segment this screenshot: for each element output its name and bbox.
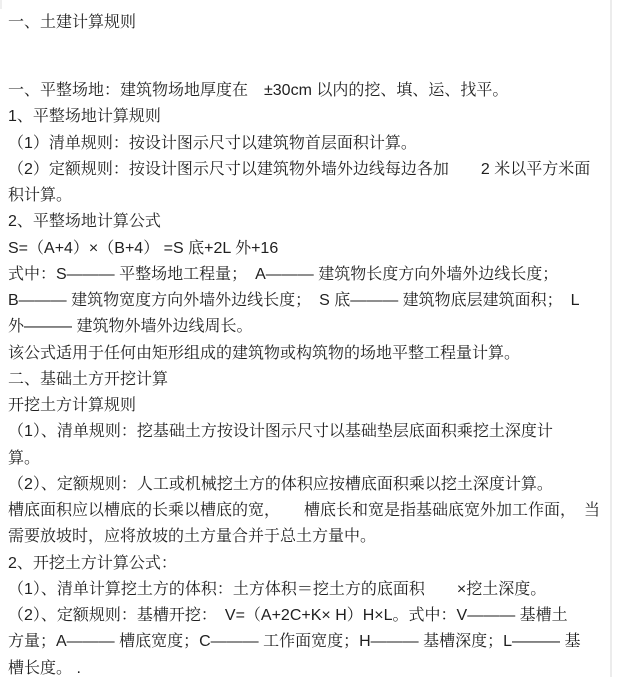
- text-line: （1）、清单计算挖土方的体积：土方体积＝挖土方的底面积 ×挖土深度。: [8, 580, 547, 598]
- text-line: 1、平整场地计算规则: [8, 108, 161, 126]
- text-line: （1）清单规则：按设计图示尺寸以建筑物首层面积计算。: [8, 134, 417, 152]
- text-line: 槽底面积应以槽底的长乘以槽底的宽， 槽底长和宽是指基础底宽外加工作面， 当: [8, 502, 601, 519]
- text-line: 式中：S——— 平整场地工程量； A——— 建筑物长度方向外墙外边线长度；: [8, 265, 559, 283]
- formula-line: （2）、定额规则：基槽开挖： V=（A+2C+K× H）H×L。式中：V——— 基槽土: [8, 607, 568, 624]
- text-line: 外——— 建筑物外墙外边线周长。: [8, 318, 253, 336]
- document-title: 一、土建计算规则: [8, 14, 137, 31]
- text-line: （2）定额规则：按设计图示尺寸以建筑物外墙外边线每边各加 2 米以平方米面: [8, 160, 591, 178]
- text-line: 该公式适用于任何由矩形组成的建筑物或构筑物的场地平整工程量计算。: [8, 344, 521, 362]
- blank-gap: [8, 36, 603, 78]
- text-line: 需要放坡时，应将放坡的土方量合并于总土方量中。: [8, 528, 377, 546]
- text-line: 算。: [8, 449, 41, 467]
- text-line: B——— 建筑物宽度方向外墙外边线长度； S 底——— 建筑物底层建筑面积； L: [8, 292, 580, 309]
- page-edge-line: [610, 0, 612, 677]
- text-line: 2、平整场地计算公式: [8, 213, 161, 231]
- text-line: 槽长度。 .: [8, 659, 81, 677]
- text-line: 方量；A——— 槽底宽度；C——— 工作面宽度；H——— 基槽深度；L——— 基: [8, 633, 581, 651]
- text-line: （2）、定额规则：人工或机械挖土方的体积应按槽底面积乘以挖土深度计算。: [8, 475, 553, 493]
- text-line: 2、开挖土方计算公式：: [8, 554, 177, 572]
- text-line: （1）、清单规则：挖基础土方按设计图示尺寸以基础垫层底面积乘挖土深度计: [8, 423, 553, 441]
- text-line: 积计算。: [8, 187, 73, 204]
- page-corner-mark: [0, 0, 2, 9]
- text-line: 开挖土方计算规则: [8, 397, 137, 414]
- document-content: [8, 0, 603, 677]
- section-heading: 二、基础土方开挖计算: [8, 370, 169, 388]
- formula-line: S=（A+4）×（B+4） =S 底+2L 外+16: [8, 239, 279, 257]
- text-line: 一、平整场地：建筑物场地厚度在 ±30cm 以内的挖、填、运、找平。: [8, 82, 509, 99]
